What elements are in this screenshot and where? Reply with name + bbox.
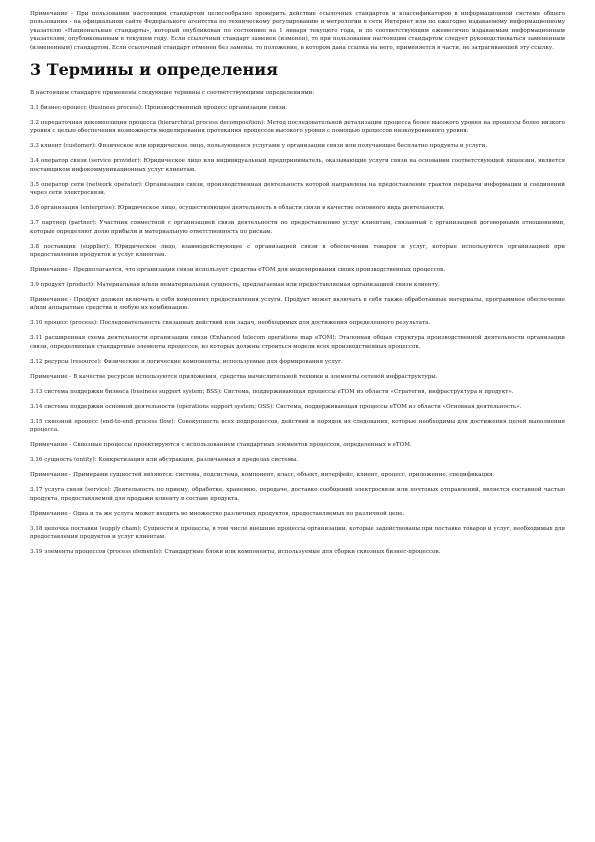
term-3-19: 3.19 элементы процессов (process elements): Стандартные блоки или компоненты, используемые для сборки сквозных бизнес-процессов. [30, 549, 441, 556]
note-3-16: Примечание - Примерами сущностей являются: система, подсистема, компонент, класс, объект, интерфейс, клиент, процесс, приложение, спецификация. [30, 472, 495, 479]
term-3-11: 3.11 расширенная схема деятельности организации связи (Enhanced telecom operations map eTOM): Эталонная общая структура производственной деятельности организации связи, определяющая стандартные элементы процессов, из которых должны строиться модели всех производственных процессов. [30, 335, 565, 350]
term-3-6: 3.6 организация (enterprise): Юридическое лицо, осуществляющее деятельность в области связи в качестве основного вида деятельности. [30, 205, 445, 212]
term-3-8: 3.8 поставщик (supplier): Юридическое лицо, взаимодействующее с организацией связи в обеспечении товаров и услуг, которые используются организацией при предоставлении продуктов и услуг клиентам. [30, 243, 565, 259]
term-3-5: 3.5 оператор сети (network operator): Организация связи, производственная деятельность которой направлена на предоставление трактов передачи информации и соединений через сети электросвязи. [30, 181, 565, 197]
section-lead: В настоящем стандарте применены следующие термины с соответствующими определениями: [30, 90, 315, 97]
note-3-12: Примечание - В качестве ресурсов используются приложения, средства вычислительной техники и элементы сетевой инфраструктуры. [30, 373, 438, 380]
term-3-2: 3.2 передаточная декомпозиция процесса (hierarchical process decomposition): Метод последовательной детализации процесса более высокого уровня на процессы более низкого уровня с целью обеспечения возможности моделирования протекания процессов высокого уровня с помощью процессов низкоуровневого уровня. [30, 120, 565, 135]
term-3-16: 3.16 сущность (entity): Конкретизация или абстракция, различаемая в пределах системы. [30, 457, 299, 464]
term-3-18: 3.18 цепочка поставки (supply chain): Сущности и процессы, в том числе внешние процессы организации, которые задействованы при поставке товаров и услуг, необходимых для предоставления продуктов и услуг клиентам. [30, 525, 565, 541]
note-3-15: Примечание - Сквозные процессы проектируются с использованием стандартных элементов процессов, определенных в eTOM. [30, 442, 412, 449]
term-3-4: 3.4 оператор связи (service provider): Юридическое лицо или индивидуальный предприниматель, оказывающие услуги связи на основании соответствующей лицензии, является поставщиком инфокоммуникационных услуг клиентам. [30, 158, 565, 173]
note-3-17: Примечание - Одна и та же услуга может входить во множество различных продуктов, предоставляемых по различной цене. [30, 510, 405, 517]
term-3-15: 3.15 сквозной процесс (end-to-end process flow): Совокупность всех подпроцессов, действий и порядок их следования, которые необходимы для достижения целей выполнения процесса. [30, 418, 565, 434]
note-3-8: Примечание - Предполагается, что организация связи использует средства eTOM для моделирования своих производственных процессов. [30, 267, 446, 274]
term-3-10: 3.10 процесс (process): Последовательность связанных действий или задач, необходимых для достижения определенного результата. [30, 320, 431, 327]
intro-note: Примечание - При пользовании настоящим стандартом целесообразно проверить действие ссылочных стандартов и классификаторов в информационной системе общего пользования - на официальном сайте Федерального агентства по техническому регулированию и метрологии в сети Интернет или по ежегодно издаваемому информационному указателю «Национальные стандарты», который опубликован по состоянию на 1 января текущего года, и по соответствующим ежемесячно издаваемым информационным указателям, опубликованным в текущем году. Если ссылочный стандарт заменен (изменен), то при пользовании настоящим стандартом следует руководствоваться замененным (измененным) стандартом. Если ссылочный стандарт отменен без замены, то положение, в котором дана ссылка на него, применяется в части, не затрагивающей эту ссылку. [30, 11, 565, 51]
section-heading: 3 Термины и определения [30, 60, 278, 80]
term-3-7: 3.7 партнер (partner): Участник совместной с организацией связи деятельности по предоставлению услуг клиентам, связанный с организацией договорными отношениями, которые определяют долю прибыли и материальную ответственность по рискам. [30, 220, 565, 235]
term-3-1: 3.1 бизнес-процесс (business process): Производственный процесс организации связи. [30, 105, 288, 112]
term-3-12: 3.12 ресурсы (resource): Физические и логические компоненты, используемые для формирования услуг. [30, 358, 343, 365]
term-3-3: 3.3 клиент (customer): Физическое или юридическое лицо, пользующееся услугами у организации связи или получающее бесплатно продукты и услуги. [30, 143, 488, 150]
term-3-14: 3.14 система поддержки основной деятельности (operations support system; OSS): Система, поддерживающая процессы eTOM из области «Основная деятельность». [30, 403, 522, 410]
term-3-17: 3.17 услуга связи (service): Деятельность по приему, обработке, хранению, передаче, доставке сообщений электросвязи или почтовых отправлений, является составной частью продукта, предоставляемой для продажи клиенту в составе продукта. [30, 487, 565, 502]
term-3-9: 3.9 продукт (product): Материальная и/или нематериальная сущность, предлагаемая или предоставляемая организацией связи клиенту. [30, 282, 440, 289]
note-3-9: Примечание - Продукт должен включать в себя компонент предоставления услуги. Продукт может включать в себя также обработанные материалы, программное обеспечение и/или аппаратные средства и любую их комбинацию. [30, 297, 565, 312]
term-3-13: 3.13 система поддержки бизнеса (business support system; BSS): Система, поддерживающая процессы eTOM из области «Стратегия, инфраструктура и продукт». [30, 388, 514, 395]
